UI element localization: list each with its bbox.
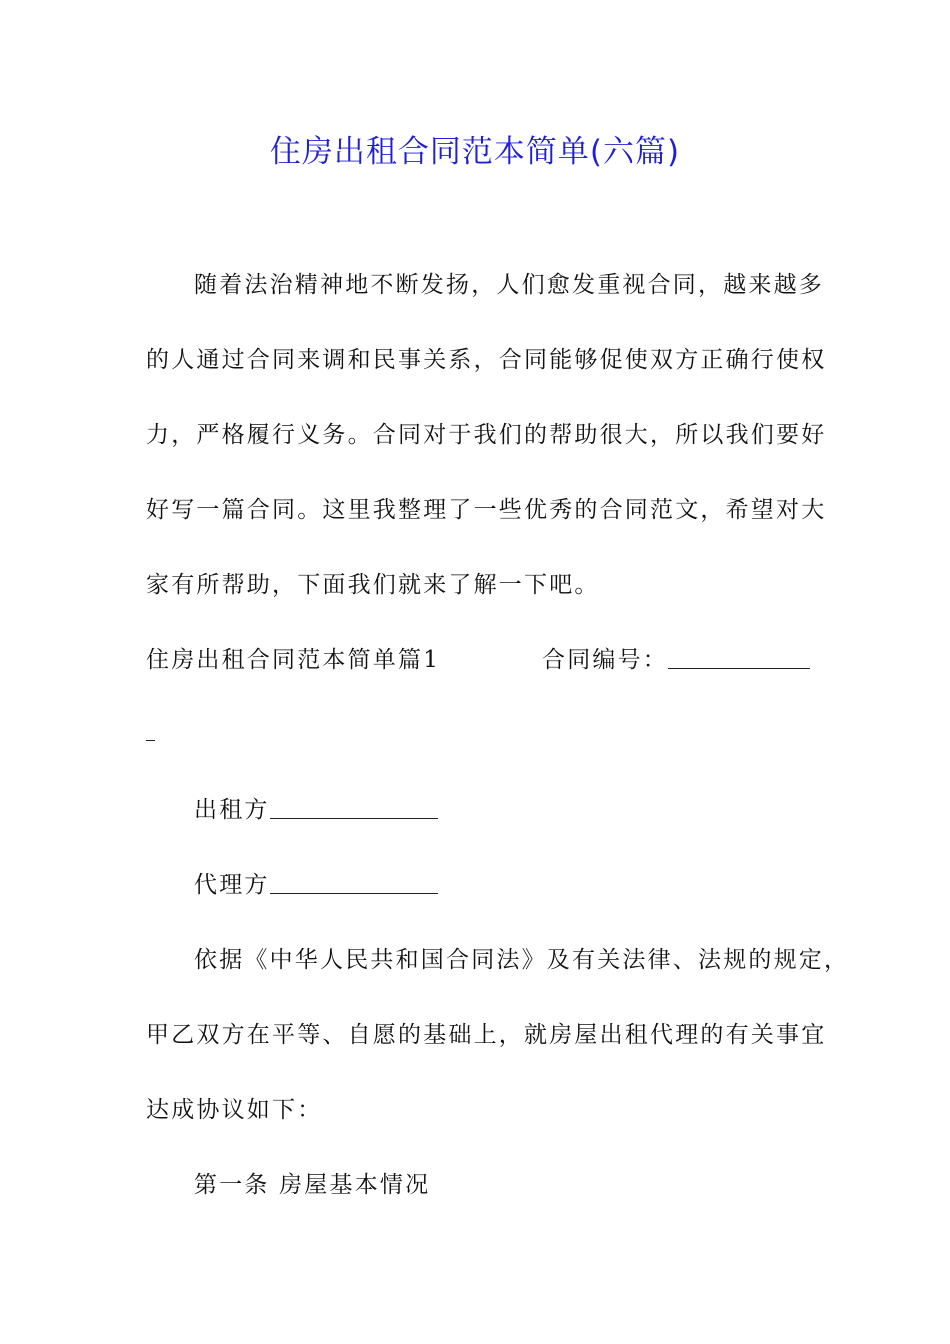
intro-line-5: 家有所帮助，下面我们就来了解一下吧。 <box>146 572 600 598</box>
agent-label: 代理方 <box>194 872 270 898</box>
document-title: 住房出租合同范本简单(六篇) <box>269 134 681 170</box>
intro-line-2: 的人通过合同来调和民事关系，合同能够促使双方正确行使权 <box>146 347 827 373</box>
basis-line-3: 达成协议如下： <box>146 1097 323 1123</box>
section-heading: 住房出租合同范本简单篇1 <box>146 647 441 673</box>
agent-blank <box>270 871 438 894</box>
contract-number-blank-continued <box>146 726 155 741</box>
intro-line-3: 力，严格履行义务。合同对于我们的帮助很大，所以我们要好 <box>146 422 827 448</box>
contract-number-field <box>542 645 810 675</box>
lessor-label: 出租方 <box>194 797 270 823</box>
lessor-field <box>194 795 438 825</box>
basis-line-2: 甲乙双方在平等、自愿的基础上，就房屋出租代理的有关事宜 <box>146 1022 827 1048</box>
basis-line-1: 依据《中华人民共和国合同法》及有关法律、法规的规定， <box>194 947 850 973</box>
intro-line-1: 随着法治精神地不断发扬，人们愈发重视合同，越来越多 <box>194 272 824 298</box>
intro-line-4: 好写一篇合同。这里我整理了一些优秀的合同范文，希望对大 <box>146 497 827 523</box>
contract-number-blank <box>668 646 810 669</box>
agent-field <box>194 870 438 900</box>
contract-number-label: 合同编号： <box>542 647 668 673</box>
lessor-blank <box>270 796 438 819</box>
article-1-heading: 第一条 房屋基本情况 <box>194 1172 431 1198</box>
